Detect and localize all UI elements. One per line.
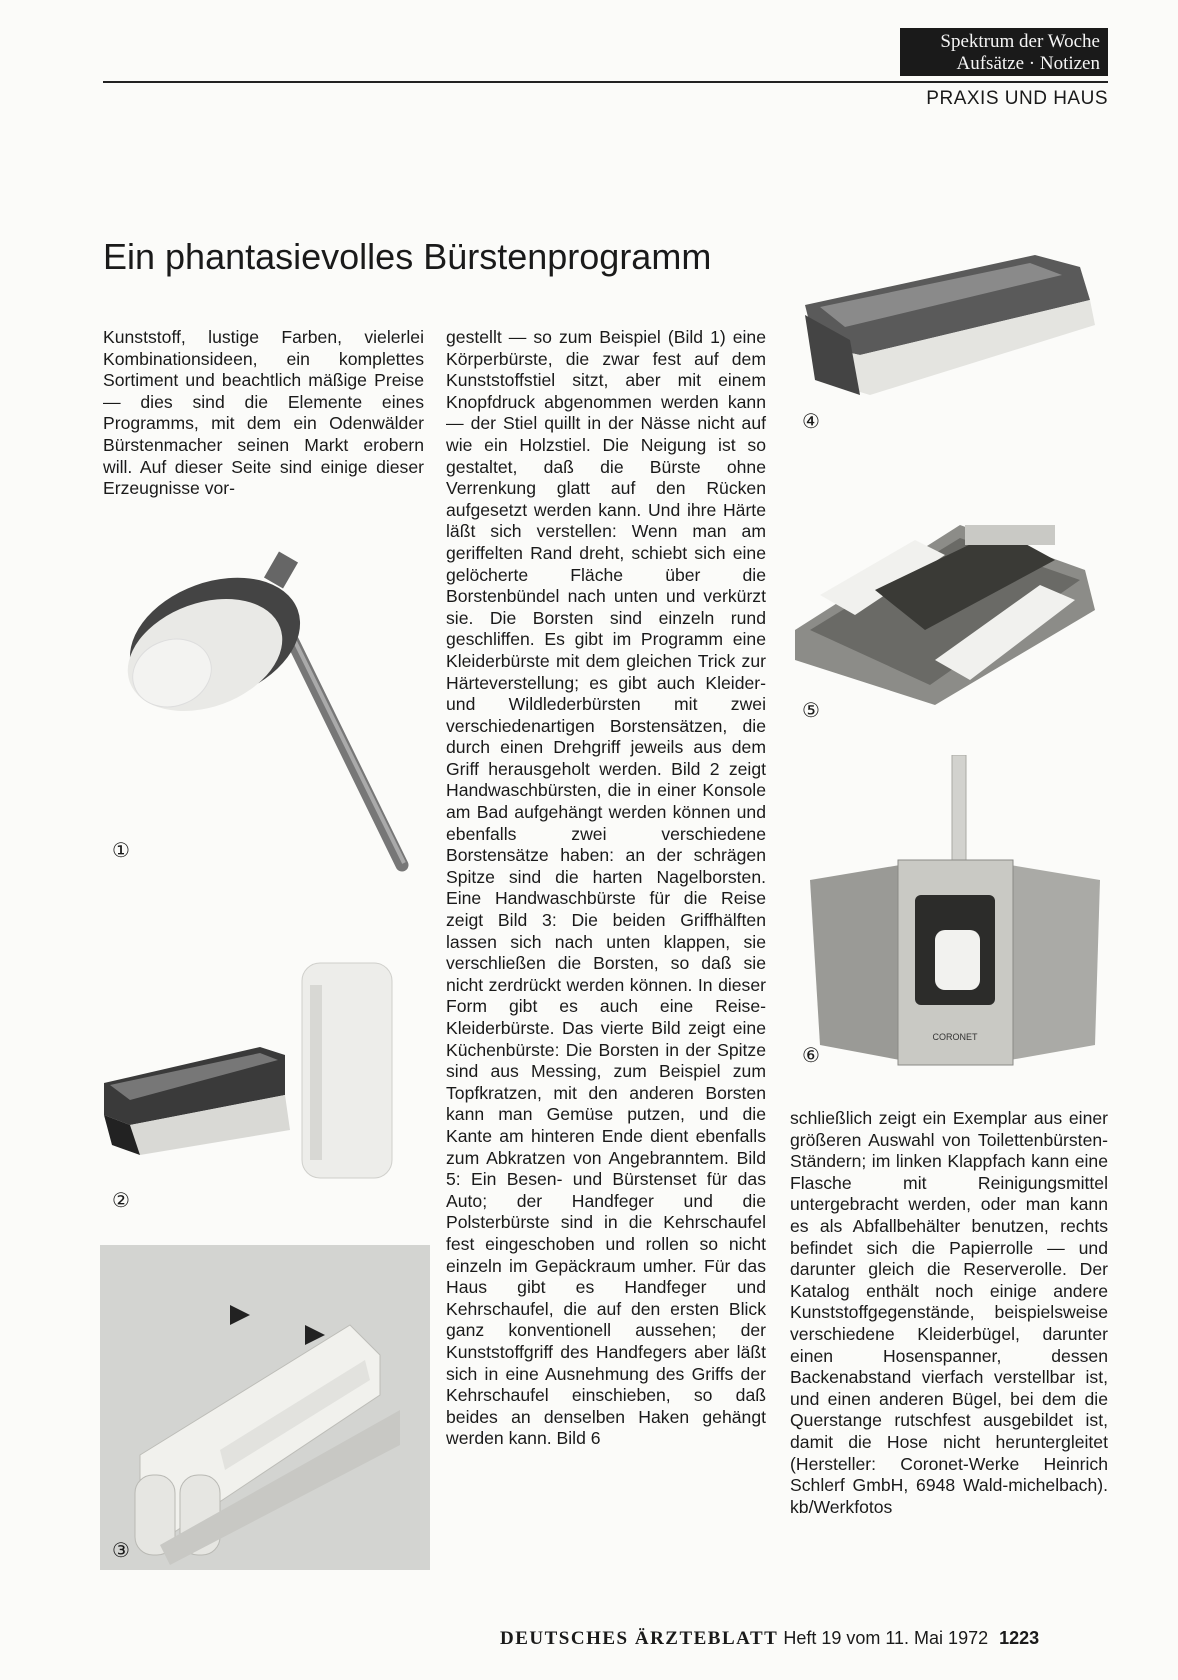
figure-2-number: ② bbox=[112, 1190, 130, 1212]
figure-3-travel-brush bbox=[100, 1245, 430, 1570]
page-footer bbox=[500, 1628, 1039, 1650]
figure-6-number: ⑥ bbox=[802, 1045, 820, 1067]
figure-3-number: ③ bbox=[112, 1540, 130, 1562]
article-column-2 bbox=[446, 327, 766, 1450]
figure-5-car-brush-set bbox=[785, 500, 1110, 710]
figure-4-number: ④ bbox=[802, 411, 820, 433]
article-title: Ein phantasievolles Bürstenprogramm bbox=[103, 236, 712, 277]
figure-1-body-brush bbox=[110, 545, 420, 875]
page-number: 1223 bbox=[999, 1628, 1040, 1648]
holder-brand-label: CORONET bbox=[932, 1032, 978, 1042]
section-label: PRAXIS UND HAUS bbox=[926, 88, 1108, 109]
figure-4-kitchen-brush bbox=[800, 245, 1110, 415]
section-tag-line2: Aufsätze · Notizen bbox=[956, 53, 1100, 74]
section-tag-line1: Spektrum der Woche bbox=[940, 31, 1100, 52]
magazine-name: DEUTSCHES ÄRZTEBLATT bbox=[500, 1628, 779, 1649]
article-paragraph: Kunststoff, lustige Farben, vielerlei Kombinationsideen, ein komplettes Sortiment und beachtlich mäßige Preise — dies sind die Elemente eines Programms, mit dem ein Odenwälder Bürstenmacher seinen Markt erobern will. Auf dieser Seite sind einige dieser Erzeugnisse vor- bbox=[103, 327, 424, 499]
figure-5-number: ⑤ bbox=[802, 700, 820, 722]
header-rule bbox=[103, 81, 1108, 83]
issue-info: Heft 19 vom 11. Mai 1972 bbox=[783, 1628, 989, 1648]
article-paragraph: gestellt — so zum Beispiel (Bild 1) eine Körperbürste, die zwar fest auf dem Kunststoffstiel sitzt, aber mit einem Knopfdruck abgenommen werden kann — der Stiel quillt in der Nässe nicht auf wie ein Holzstiel. Die Neigung ist so gestaltet, daß die Bürste ohne Verrenkung glatt auf den Rücken aufgesetzt werden kann. Und ihre Härte läßt sich verstellen: Wenn man am geriffelten Rand dreht, schiebt sich eine gelöcherte Fläche über die Borstenbündel nach unten und verkürzt sie. Die Borsten sind einzeln rund geschliffen. Es gibt im Programm eine Kleiderbürste mit dem gleichen Trick zur Härteverstellung; es gibt auch Kleider- und Wildlederbürsten mit zwei verschiedenartigen Borstensätzen, die durch einen Drehgriff jeweils aus dem Griff herausgeholt werden. Bild 2 zeigt Handwaschbürsten, die in einer Konsole am Bad aufgehängt werden können und ebenfalls zwei verschiedene Borstensätze haben: an der schrägen Spitze sind die harten Nagelborsten. Eine Handwaschbürste für die Reise zeigt Bild 3: Die beiden Griffhälften lassen sich nach unten klappen, sie verschließen die Borsten, so daß sie nicht zerdrückt werden können. In dieser Form gibt es auch eine Reise-Kleiderbürste. Das vierte Bild zeigt eine Küchenbürste: Die Borsten in der Spitze sind aus Messing, zum Beispiel zum Topfkratzen, mit den anderen Borsten kann man Gemüse putzen, und die Kante am hinteren Ende dient ebenfalls zum Abkratzen von Angebranntem. Bild 5: Ein Besen- und Bürstenset für das Auto; der Handfeger und die Polsterbürste sind in die Kehrschaufel fest eingeschoben und rollen so nicht einzeln im Gepäckraum umher. Für das Haus gibt es Handfeger und Kehrschaufel, die auf den ersten Blick ganz konventionell aussehen; der Kunststoffgriff des Handfegers aber läßt sich in eine Ausnehmung des Griffs der Kehrschaufel einschieben, so daß beides an denselben Haken gehängt werden kann. Bild 6 bbox=[446, 327, 766, 1449]
figure-6-toilet-brush-holder bbox=[800, 755, 1110, 1070]
article-column-1 bbox=[103, 327, 424, 500]
article-paragraph: schließlich zeigt ein Exemplar aus einer größeren Auswahl von Toilettenbürsten-Ständern; im linken Klappfach kann eine Flasche mit Reinigungsmittel untergebracht werden, oder man kann es als Abfallbehälter benutzen, rechts befindet sich die Papierrolle — und darunter gleich die Reserverolle. Der Katalog enthält noch einige andere Kunststoffgegenstände, beispielsweise verschiedene Kleiderbügel, darunter einen Hosenspanner, dessen Backenabstand vierfach verstellbar ist, und einen anderen Bügel, bei dem die Querstange rutschfest ausgebildet ist, damit die Hose nicht heruntergleitet (Hersteller: Coronet-Werke Heinrich Schlerf GmbH, 6948 Wald-michelbach). kb/Werkfotos bbox=[790, 1108, 1108, 1517]
article-column-3 bbox=[790, 1108, 1108, 1518]
figure-1-number: ① bbox=[112, 840, 130, 862]
section-tag bbox=[900, 28, 1108, 76]
figure-2-handwash-brushes bbox=[100, 955, 430, 1190]
